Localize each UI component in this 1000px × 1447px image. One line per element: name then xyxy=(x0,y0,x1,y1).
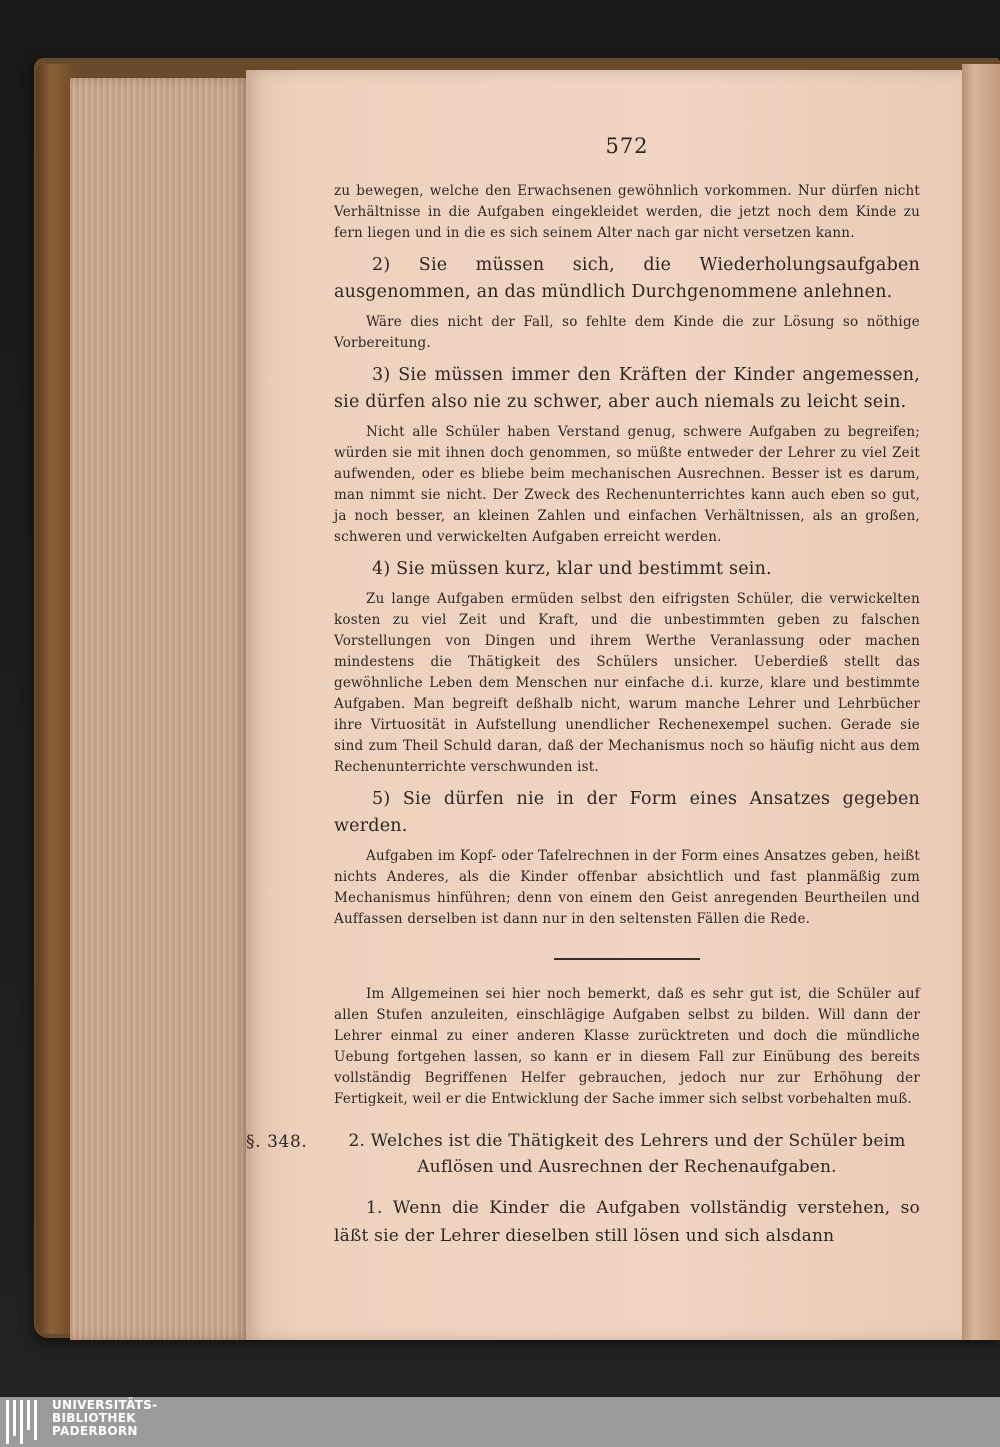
rule-4-heading: 4) Sie müssen kurz, klar und bestimmt sein. xyxy=(372,559,772,579)
page-stack-edges xyxy=(70,78,248,1340)
library-logo-icon xyxy=(4,1400,44,1444)
section-title: 2. Welches ist die Thätigkeit des Lehrers und der Schüler beim Auflösen und Ausrechnen der Rechenaufgaben. xyxy=(348,1131,906,1177)
rule-4-body: Zu lange Aufgaben ermüden selbst den eifrigsten Schüler, die verwickelten kosten zu viel Zeit und Kraft, und die unbestimmten geben zu falschen Vorstellungen von Dingen und ihrem Werthe Veranlassung oder machen mindestens die Thätigkeit des Schülers unsicher. Ueberdieß stellt das gewöhnliche Leben dem Menschen nur einfache d.i. kurze, klare und bestimmte Aufgaben. Man begreift deßhalb nicht, warum manche Lehrer und Lehrbücher ihre Virtuosität in Aufstellung unendlicher Rechenexempel suchen. Gerade sie sind zum Theil Schuld daran, daß der Mechanismus noch so häufig nicht aus dem Rechenunterrichte verschwunden ist. xyxy=(334,591,920,775)
library-name xyxy=(52,1399,157,1438)
rule-3-heading: 3) Sie müssen immer den Kräften der Kinder angemessen, sie dürfen also nie zu schwer, aber auch niemals zu leicht sein. xyxy=(334,365,920,412)
section-divider xyxy=(554,958,700,960)
rule-5-body: Aufgaben im Kopf- oder Tafelrechnen in der Form eines Ansatzes geben, heißt nichts Anderes, als die Kinder offenbar absichtlich und fast planmäßig zum Mechanismus hinführen; denn von einem den Geist anregenden Beurtheilen und Auffassen derselben ist dann nur in den seltensten Fällen die Rede. xyxy=(334,848,920,927)
rule-2-body: Wäre dies nicht der Fall, so fehlte dem Kinde die zur Lösung so nöthige Vorbereitung. xyxy=(334,314,920,351)
rule-3-body: Nicht alle Schüler haben Verstand genug, schwere Aufgaben zu begreifen; würden sie mit ihnen doch genommen, so müßte entweder der Lehrer zu viel Zeit aufwenden, oder es bliebe beim mechanischen Ausrechnen. Besser ist es darum, man nimmt sie nicht. Der Zweck des Rechenunterrichtes kann auch eben so gut, ja noch besser, an kleinen Zahlen und einfachen Verhältnissen, als an großen, schweren und verwickelten Aufgaben erreicht werden. xyxy=(334,424,920,545)
section-348 xyxy=(246,1128,920,1180)
item-1-text: 1. Wenn die Kinder die Aufgaben vollständig verstehen, so läßt sie der Lehrer dieselben still lösen und sich alsdann xyxy=(334,1198,920,1246)
facing-page-edge xyxy=(962,64,1000,1340)
rule-5-heading: 5) Sie dürfen nie in der Form eines Ansatzes gegeben werden. xyxy=(334,789,920,836)
library-name-line3: PADERBORN xyxy=(52,1424,138,1438)
general-note: Im Allgemeinen sei hier noch bemerkt, daß es sehr gut ist, die Schüler auf allen Stufen anzuleiten, einschlägige Aufgaben selbst zu bilden. Will dann der Lehrer einmal zu einer anderen Klasse zurücktreten und doch die mündliche Uebung fortgehen lassen, so kann er in diesem Fall zur Einübung des bereits vollständig Begriffenen Helfer gebrauchen, jedoch nur zur Erhöhung der Fertigkeit, weil er die Entwicklung der Sache immer sich selbst vorbehalten muß. xyxy=(334,986,920,1107)
rule-2-heading: 2) Sie müssen sich, die Wiederholungsaufgaben ausgenommen, an das mündlich Durchgenommene anlehnen. xyxy=(334,255,920,302)
section-number: §. 348. xyxy=(246,1132,308,1152)
library-name-line1: UNIVERSITÄTS- xyxy=(52,1398,158,1412)
intro-paragraph: zu bewegen, welche den Erwachsenen gewöhnlich vorkommen. Nur dürfen nicht Verhältnisse in die Aufgaben eingekleidet werden, die jetzt noch dem Kinde zu fern liegen und in die es sich seinem Alter nach gar nicht versetzen kann. xyxy=(334,183,920,241)
library-name-line2: BIBLIOTHEK xyxy=(52,1411,136,1425)
page-number: 572 xyxy=(605,134,649,158)
page-content xyxy=(246,134,920,1250)
book-spine-edge xyxy=(36,64,74,1334)
